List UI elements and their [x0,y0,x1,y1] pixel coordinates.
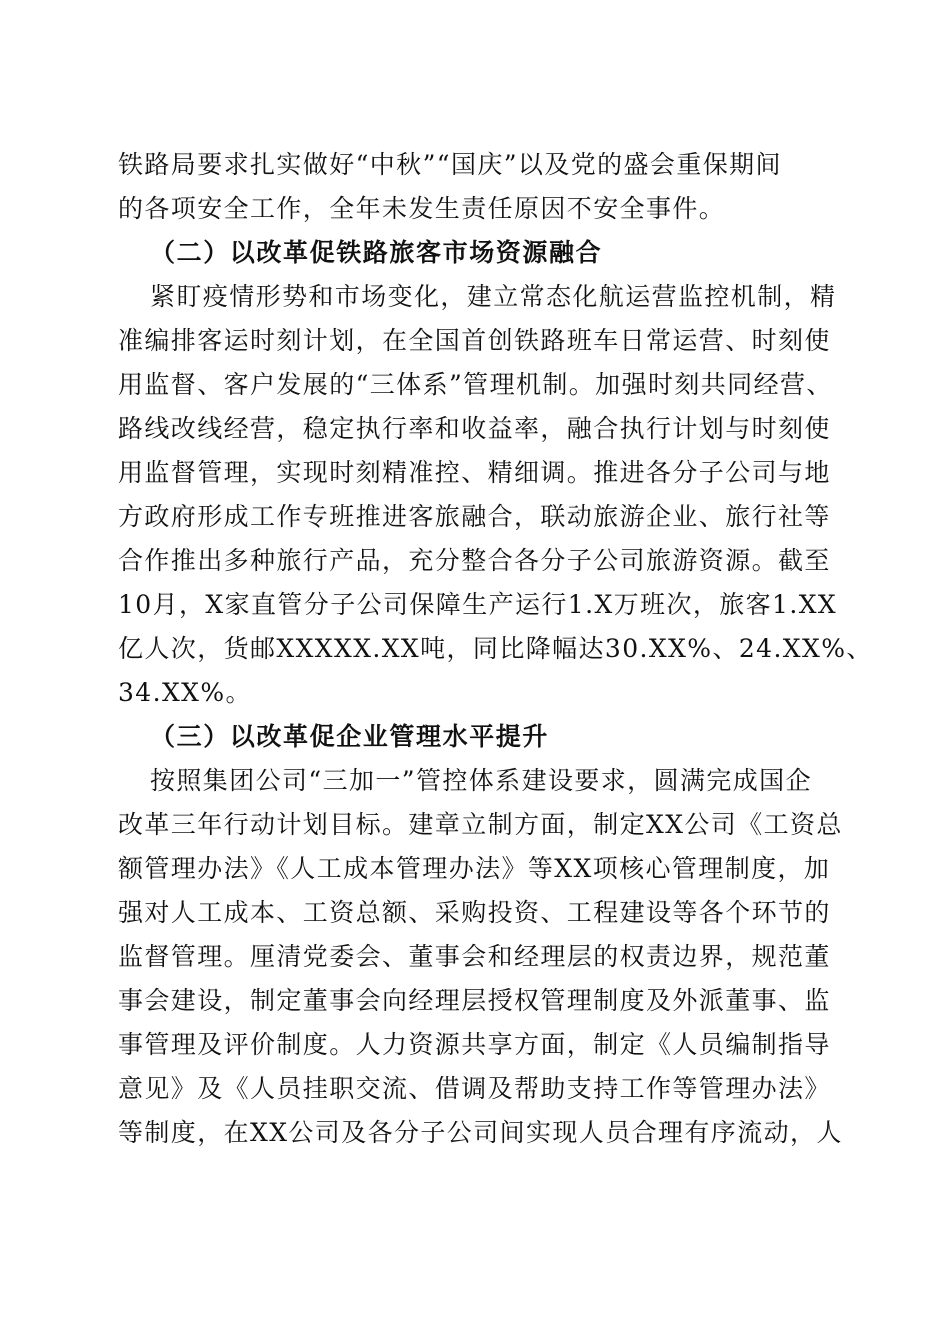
paragraph-line: 准编排客运时刻计划，在全国首创铁路班车日常运营、时刻使 [118,326,831,355]
paragraph-line: 的各项安全工作，全年未发生责任原因不安全事件。 [118,194,726,223]
paragraph-line: 改革三年行动计划目标。建章立制方面，制定XX公司《工资总 [118,810,843,839]
paragraph-line: 强对人工成本、工资总额、采购投资、工程建设等各个环节的 [118,898,831,927]
paragraph-line: 合作推出多种旅行产品，充分整合各分子公司旅游资源。截至 [118,546,831,575]
paragraph-line: 事会建设，制定董事会向经理层授权管理制度及外派董事、监 [118,986,831,1015]
paragraph-line: 额管理办法》《人工成本管理办法》等XX项核心管理制度，加 [118,854,831,883]
paragraph-line: 用监督管理，实现时刻精准控、精细调。推进各分子公司与地 [118,458,831,487]
paragraph-line: 监督管理。厘清党委会、董事会和经理层的权责边界，规范董 [118,942,831,971]
paragraph-line: 意见》及《人员挂职交流、借调及帮助支持工作等管理办法》 [118,1074,831,1103]
section-heading: （二）以改革促铁路旅客市场资源融合 [150,238,603,267]
paragraph-line: 亿人次，货邮XXXXX.XX吨，同比降幅达30.XX%、24.XX%、 [118,634,873,663]
paragraph-line: 方政府形成工作专班推进客旅融合，联动旅游企业、旅行社等 [118,502,831,531]
section-heading: （三）以改革促企业管理水平提升 [150,722,550,751]
paragraph-line: 铁路局要求扎实做好“中秋”“国庆”以及党的盛会重保期间 [118,150,782,179]
paragraph-line: 10月，X家直管分子公司保障生产运行1.X万班次，旅客1.XX [118,590,838,619]
paragraph-line: 用监督、客户发展的“三体系”管理机制。加强时刻共同经营、 [118,370,833,399]
paragraph-line: 紧盯疫情形势和市场变化，建立常态化航运营监控机制，精 [150,282,837,311]
paragraph-line: 事管理及评价制度。人力资源共享方面，制定《人员编制指导 [118,1030,831,1059]
paragraph-line: 等制度，在XX公司及各分子公司间实现人员合理有序流动，人 [118,1118,843,1147]
paragraph-line: 34.XX%。 [118,678,252,707]
paragraph-line: 按照集团公司“三加一”管控体系建设要求，圆满完成国企 [150,766,812,795]
paragraph-line: 路线改线经营，稳定执行率和收益率，融合执行计划与时刻使 [118,414,831,443]
